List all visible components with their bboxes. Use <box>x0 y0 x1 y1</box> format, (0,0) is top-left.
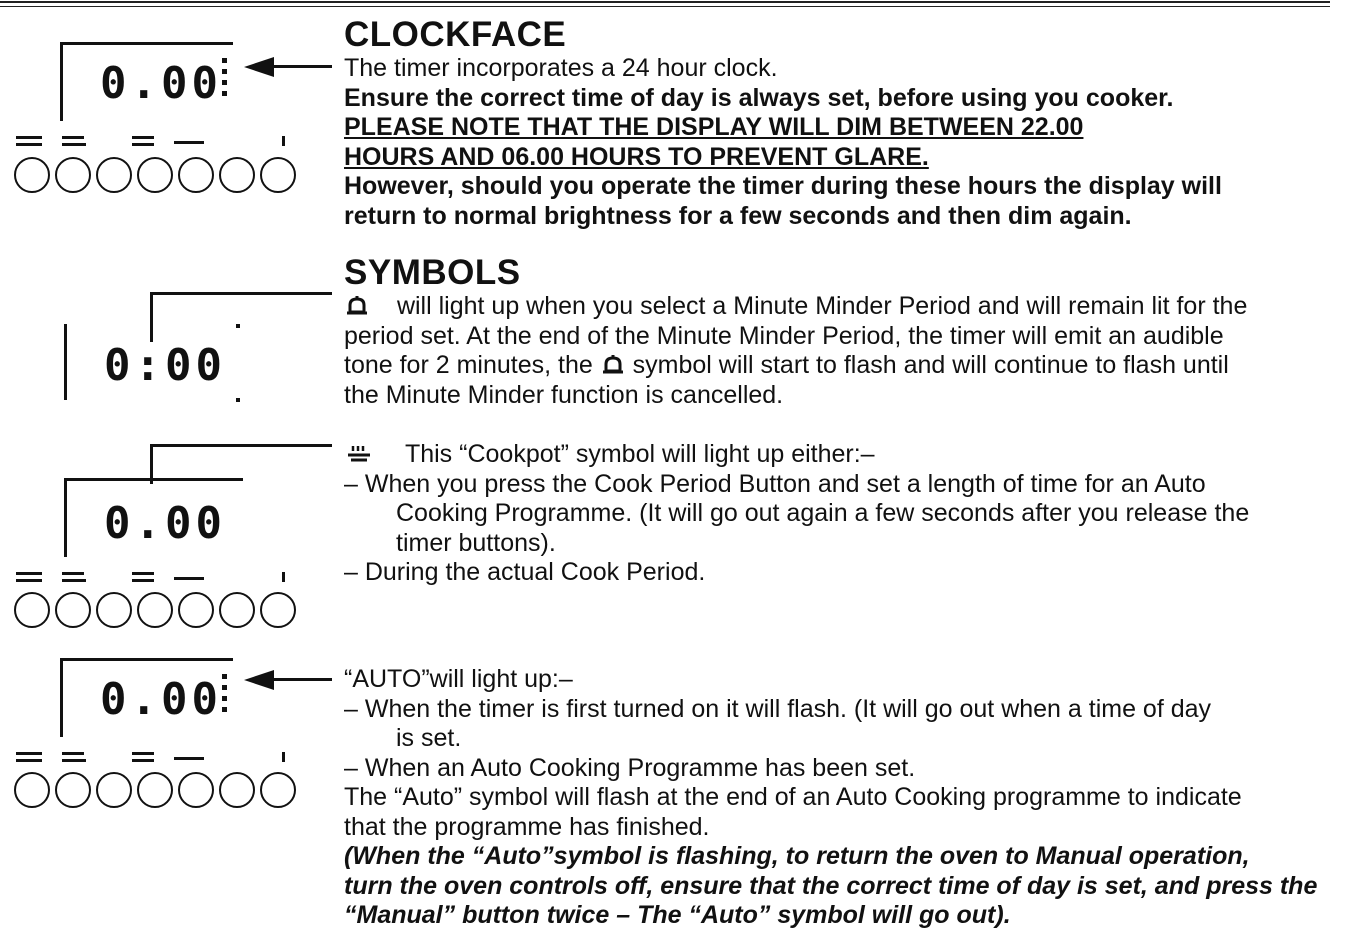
clockface-line: Ensure the correct time of day is always set, before using you cooker. <box>344 83 1174 112</box>
auto-illustration <box>0 650 330 820</box>
auto-note: “Manual” button twice – The “Auto” symbol will go out). <box>344 901 1011 929</box>
symbols-section <box>344 254 1247 410</box>
cookpot-icon <box>344 444 374 466</box>
clockface-line: The timer incorporates a 24 hour clock. <box>344 54 778 82</box>
cookpot-item: – During the actual Cook Period. <box>344 558 706 586</box>
bell-text: will light up when you select a Minute Minder Period and will remain lit for the <box>396 292 1248 320</box>
cookpot-section <box>344 440 1249 588</box>
timer-button-icon <box>55 592 91 628</box>
lcd-display: 0.00 <box>100 674 222 725</box>
clockface-line: HOURS AND 06.00 HOURS TO PREVENT GLARE. <box>344 142 929 171</box>
lcd-display: 0.00 <box>100 58 222 109</box>
auto-indicator <box>222 674 228 718</box>
cookpot-text: This “Cookpot” symbol will light up either:– <box>404 440 875 468</box>
cookpot-illustration <box>0 440 330 640</box>
timer-buttons <box>14 157 296 193</box>
symbols-line <box>344 292 1247 322</box>
timer-button-icon <box>260 157 296 193</box>
timer-button-icon <box>137 772 173 808</box>
clockface-heading: CLOCKFACE <box>344 15 567 54</box>
arrow-line <box>270 65 332 68</box>
lcd-display: 0.00 <box>104 498 226 549</box>
clockface-illustration <box>0 0 330 230</box>
timer-button-icon <box>14 592 50 628</box>
timer-button-icon <box>219 592 255 628</box>
leader-line-vertical <box>150 292 153 342</box>
auto-item: is set. <box>396 724 462 752</box>
leader-line <box>150 292 332 295</box>
bell-icon <box>344 296 370 318</box>
lcd-dot <box>236 398 240 402</box>
auto-note: turn the oven controls off, ensure that the correct time of day is set, and press the <box>344 871 1318 900</box>
auto-item: – When the timer is first turned on it will flash. (It will go out when a time of day <box>344 694 1212 723</box>
clockface-line: PLEASE NOTE THAT THE DISPLAY WILL DIM BETWEEN 22.00 <box>344 113 1084 141</box>
auto-note: (When the “Auto”symbol is flashing, to return the oven to Manual operation, <box>344 842 1250 870</box>
cookpot-item: Cooking Programme. (It will go out again a few seconds after you release the <box>396 499 1250 527</box>
timer-buttons <box>14 772 296 808</box>
timer-button-icon <box>14 157 50 193</box>
timer-button-icon <box>260 772 296 808</box>
timer-button-icon <box>96 772 132 808</box>
timer-button-icon <box>178 592 214 628</box>
auto-indicator <box>222 58 228 102</box>
auto-item: – When an Auto Cooking Programme has been set. <box>344 753 916 782</box>
arrow-line <box>270 678 332 681</box>
bell-text: tone for 2 minutes, the <box>344 351 593 379</box>
timer-button-icon <box>219 157 255 193</box>
timer-button-icon <box>137 157 173 193</box>
auto-line: The “Auto” symbol will flash at the end of an Auto Cooking programme to indicate <box>344 783 1242 811</box>
clockface-line: However, should you operate the timer during these hours the display will <box>344 172 1222 200</box>
lcd-display: 0:00 <box>104 340 226 391</box>
auto-line: “AUTO”will light up:– <box>344 665 573 693</box>
lcd-dot <box>236 324 240 328</box>
cookpot-item: timer buttons). <box>396 528 556 557</box>
timer-button-icon <box>178 772 214 808</box>
timer-button-icon <box>96 157 132 193</box>
bell-text: symbol will start to flash and will continue to flash until <box>632 351 1229 379</box>
auto-line: that the programme has finished. <box>344 812 710 841</box>
timer-button-icon <box>96 592 132 628</box>
timer-button-icon <box>55 157 91 193</box>
leader-line <box>150 444 332 447</box>
lcd-frame <box>64 324 67 400</box>
cookpot-line <box>344 440 1249 470</box>
clockface-section <box>344 16 1222 231</box>
timer-buttons <box>14 592 296 628</box>
symbols-line: the Minute Minder function is cancelled. <box>344 380 784 409</box>
symbols-illustration <box>0 280 330 410</box>
timer-button-icon <box>219 772 255 808</box>
cookpot-item: – When you press the Cook Period Button and set a length of time for an Auto <box>344 469 1206 498</box>
timer-button-icon <box>14 772 50 808</box>
symbols-line: period set. At the end of the Minute Minder Period, the timer will emit an audible <box>344 321 1224 350</box>
clockface-line: return to normal brightness for a few seconds and then dim again. <box>344 201 1132 230</box>
auto-section <box>344 665 1317 931</box>
symbols-line <box>344 351 1247 381</box>
timer-button-icon <box>137 592 173 628</box>
timer-button-icon <box>178 157 214 193</box>
timer-button-icon <box>260 592 296 628</box>
bell-icon <box>600 355 626 377</box>
timer-button-icon <box>55 772 91 808</box>
symbols-heading: SYMBOLS <box>344 253 521 292</box>
